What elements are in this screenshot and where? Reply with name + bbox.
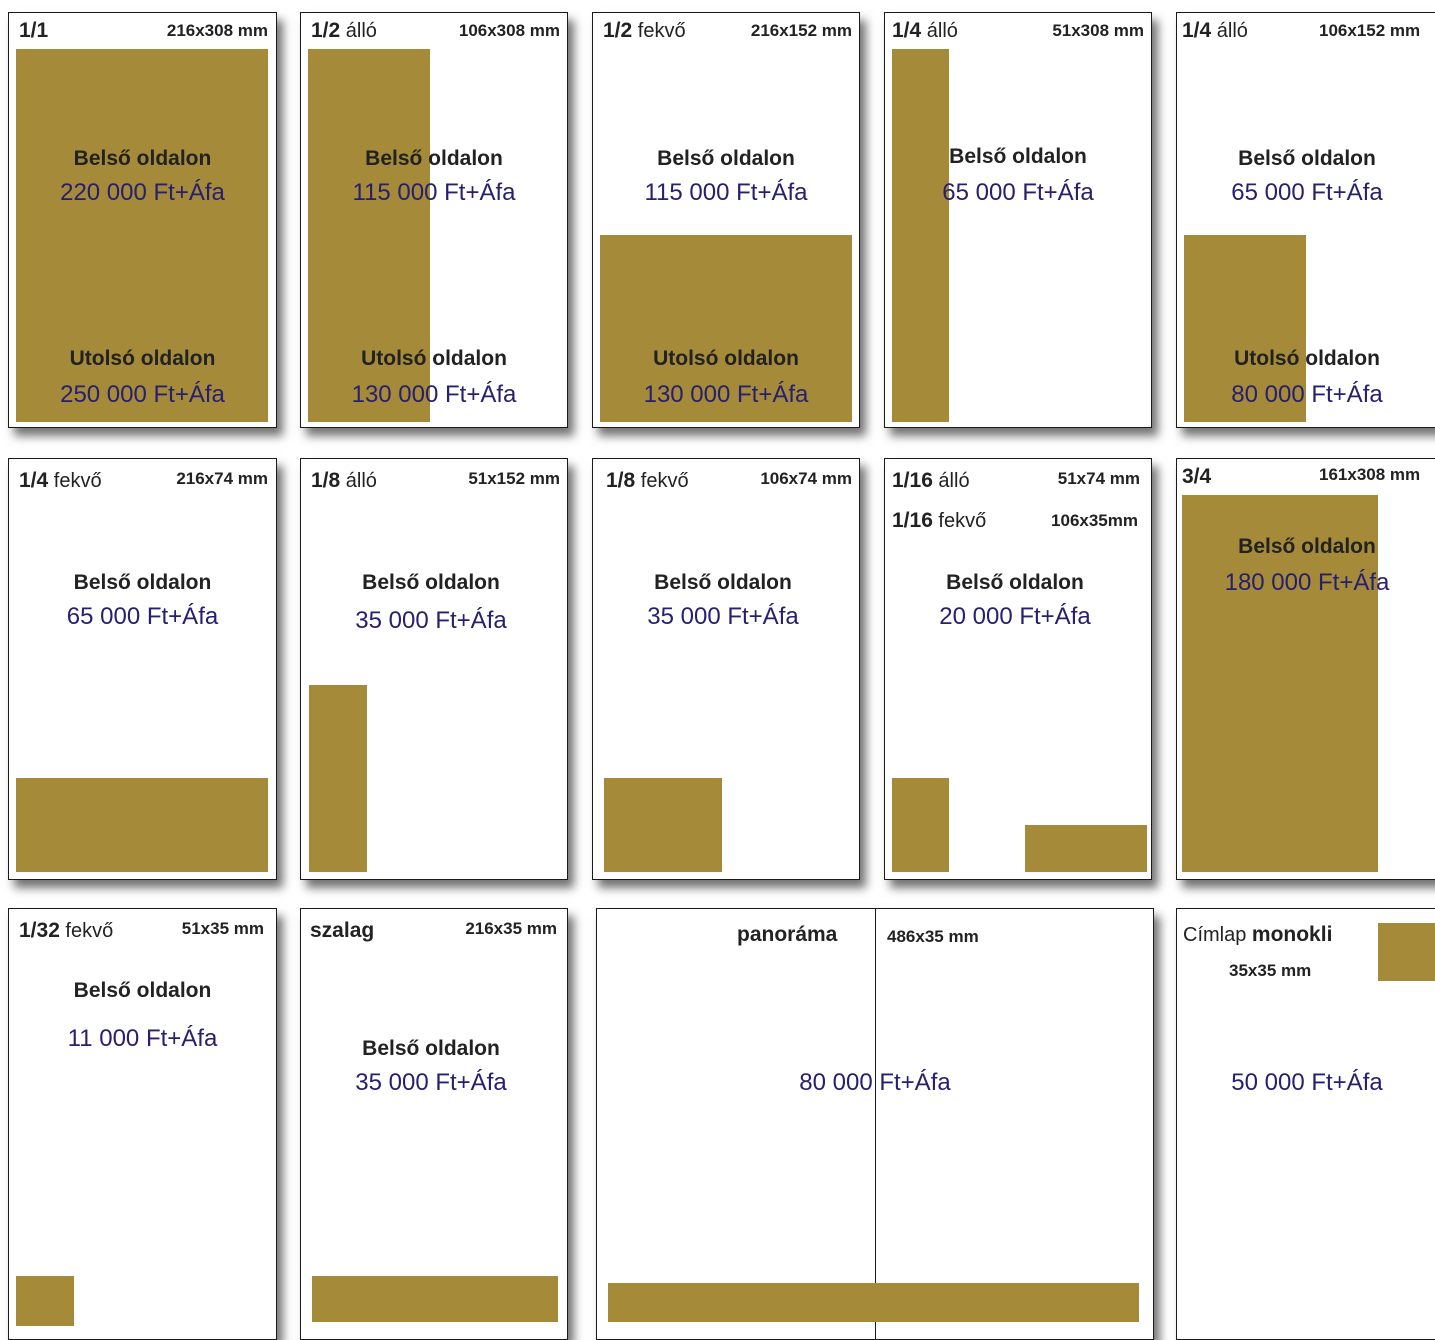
card-format: 1/8 álló <box>311 469 377 492</box>
ad-area <box>604 778 722 872</box>
ad-area <box>1378 923 1435 981</box>
label-inner-page: Belső oldalon <box>73 571 212 594</box>
price-inner-page: 115 000 Ft+Áfa <box>352 179 516 206</box>
card-size: 51x35 mm <box>181 919 264 938</box>
label-inner-page: Belső oldalon <box>946 571 1084 594</box>
ad-card-1-8-fekvo <box>592 458 860 880</box>
card-size: 51x152 mm <box>468 469 560 488</box>
card-size: 161x308 mm <box>1319 465 1421 484</box>
card-size: 106x152 mm <box>1319 21 1421 40</box>
card-format: 1/8 fekvő <box>606 469 689 492</box>
label-last-page: Utolsó oldalon <box>361 347 507 370</box>
ad-area <box>312 1276 558 1322</box>
ad-card-1-32-fekvo <box>8 908 277 1340</box>
price-inner-page: 65 000 Ft+Áfa <box>942 179 1094 206</box>
ad-card-1-16 <box>884 458 1152 880</box>
label-last-page: Utolsó oldalon <box>1234 347 1380 370</box>
ad-card-1-1 <box>8 12 277 428</box>
spread-fold-line <box>875 909 876 1339</box>
label-inner-page: Belső oldalon <box>1238 147 1376 170</box>
card-format: 1/2 fekvő <box>603 19 686 42</box>
ad-card-1-2-fekvo <box>592 12 860 428</box>
ad-area <box>892 49 949 422</box>
label-inner-page: Belső oldalon <box>1238 535 1376 558</box>
price-last-page: 80 000 Ft+Áfa <box>1231 381 1383 408</box>
ad-area <box>608 1283 1139 1322</box>
card-size: 51x308 mm <box>1052 21 1144 40</box>
label-inner-page: Belső oldalon <box>365 147 503 170</box>
card-format: Címlap monokli <box>1183 923 1333 946</box>
ad-area <box>16 1276 74 1326</box>
card-format: panoráma <box>737 923 838 946</box>
ad-area <box>16 778 268 872</box>
card-format: 3/4 <box>1182 465 1212 488</box>
price-inner-page: 11 000 Ft+Áfa <box>67 1025 218 1052</box>
card-format: szalag <box>310 919 375 942</box>
price-inner-page: 65 000 Ft+Áfa <box>66 603 219 630</box>
price-inner-page: 35 000 Ft+Áfa <box>355 1069 507 1096</box>
price-last-page: 130 000 Ft+Áfa <box>643 381 809 408</box>
card-format: 1/32 fekvő <box>19 919 114 942</box>
ad-area <box>892 778 949 872</box>
ad-card-1-4-allo-block <box>1176 12 1435 428</box>
price-last-page: 250 000 Ft+Áfa <box>60 381 225 408</box>
label-inner-page: Belső oldalon <box>654 571 792 594</box>
card-format: 1/1 <box>19 19 49 42</box>
price-inner-page: 115 000 Ft+Áfa <box>644 179 808 206</box>
card-format: 1/2 álló <box>311 19 377 42</box>
card-format: 1/4 fekvő <box>19 469 102 492</box>
ad-area-secondary <box>1025 825 1147 872</box>
ad-card-1-4-allo-narrow <box>884 12 1152 428</box>
price-inner-page: 180 000 Ft+Áfa <box>1224 569 1390 596</box>
ad-card-1-4-fekvo <box>8 458 277 880</box>
ad-card-3-4 <box>1176 458 1435 880</box>
label-last-page: Utolsó oldalon <box>69 347 216 370</box>
card-format: 1/4 álló <box>892 19 958 42</box>
price-inner-page: 35 000 Ft+Áfa <box>355 607 507 634</box>
ad-card-szalag <box>300 908 568 1340</box>
price-inner-page: 35 000 Ft+Áfa <box>647 603 799 630</box>
card-format-secondary: 1/16 fekvő <box>892 509 987 532</box>
label-inner-page: Belső oldalon <box>949 145 1087 168</box>
card-size: 106x74 mm <box>760 469 852 488</box>
ad-card-1-8-allo <box>300 458 568 880</box>
card-format: 1/16 álló <box>892 469 970 492</box>
card-size: 106x308 mm <box>458 21 560 40</box>
ad-card-1-2-allo <box>300 12 568 428</box>
label-last-page: Utolsó oldalon <box>653 347 799 370</box>
card-size: 51x74 mm <box>1057 469 1140 488</box>
label-inner-page: Belső oldalon <box>73 147 212 170</box>
label-inner-page: Belső oldalon <box>657 147 795 170</box>
label-inner-page: Belső oldalon <box>362 1037 500 1060</box>
card-size: 216x74 mm <box>176 469 268 488</box>
price-cover: 50 000 Ft+Áfa <box>1231 1069 1383 1096</box>
card-size: 216x35 mm <box>465 919 557 938</box>
price-inner-page: 65 000 Ft+Áfa <box>1231 179 1383 206</box>
card-size: 216x152 mm <box>750 21 852 40</box>
card-size: 35x35 mm <box>1229 961 1312 980</box>
card-size: 216x308 mm <box>166 21 268 40</box>
ad-area <box>309 685 367 872</box>
price-inner-page: 80 000 Ft+Áfa <box>799 1069 951 1096</box>
card-size-secondary: 106x35mm <box>1051 511 1138 530</box>
price-inner-page: 20 000 Ft+Áfa <box>939 603 1091 630</box>
label-inner-page: Belső oldalon <box>362 571 500 594</box>
ad-card-cimlap-monokli <box>1176 908 1435 1340</box>
card-size: 486x35 mm <box>887 927 979 946</box>
price-last-page: 130 000 Ft+Áfa <box>351 381 517 408</box>
label-inner-page: Belső oldalon <box>73 979 212 1002</box>
card-format: 1/4 álló <box>1182 19 1248 42</box>
ad-card-panorama <box>596 908 1154 1340</box>
price-inner-page: 220 000 Ft+Áfa <box>60 179 225 206</box>
